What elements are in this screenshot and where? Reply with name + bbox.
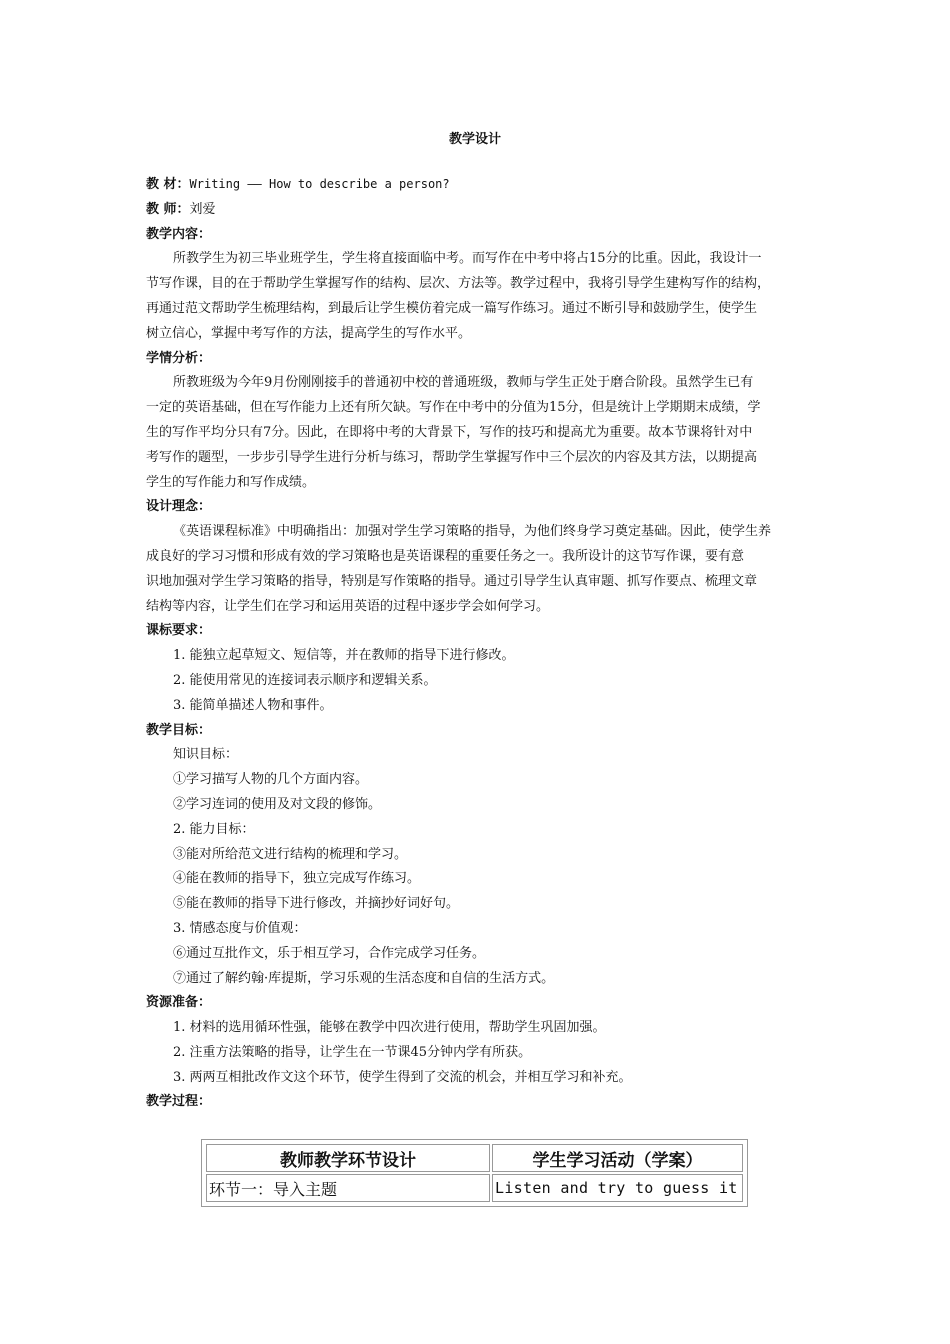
- table-header-cell: 教师教学环节设计: [206, 1144, 490, 1172]
- document-title: 教学设计: [448, 132, 501, 147]
- section-heading-process: 教学过程：: [146, 1094, 212, 1110]
- paragraph-line: 节写作课，目的在于帮助学生掌握写作的结构、层次、方法等。教学过程中，我将引导学生建构写作的结构，: [146, 276, 771, 292]
- list-item: ⑦通过了解约翰·库提斯，学习乐观的生活态度和自信的生活方式。: [173, 970, 555, 986]
- material-line: [146, 172, 808, 198]
- paragraph-line: 树立信心，掌握中考写作的方法，提高学生的写作水平。: [146, 325, 472, 341]
- section-heading-content: 教学内容：: [146, 226, 212, 242]
- paragraph-line: 学生的写作能力和写作成绩。: [146, 474, 316, 490]
- material-value: Writing —— How to describe a person?: [189, 177, 450, 191]
- section-heading-objectives: 教学目标：: [146, 722, 212, 738]
- table-header-cell: 学生学习活动（学案）: [492, 1144, 743, 1172]
- teacher-value: 刘爱: [189, 201, 216, 217]
- material-label: 教 材：: [146, 177, 190, 192]
- list-item: 2. 能使用常见的连接词表示顺序和逻辑关系。: [173, 672, 437, 688]
- list-item: 知识目标：: [173, 747, 239, 763]
- table-row: [206, 1174, 743, 1202]
- paragraph-line: 结构等内容，让学生们在学习和运用英语的过程中逐步学会如何学习。: [146, 598, 550, 614]
- list-item: 3. 能简单描述人物和事件。: [173, 697, 333, 713]
- teacher-line: [146, 198, 808, 223]
- list-item: ⑥通过互批作文，乐于相互学习，合作完成学习任务。: [173, 945, 486, 961]
- table-cell: Listen and try to guess it: [492, 1174, 743, 1202]
- section-heading-philosophy: 设计理念：: [146, 499, 212, 515]
- list-item: ④能在教师的指导下，独立完成写作练习。: [173, 871, 421, 887]
- paragraph-line: 再通过范文帮助学生梳理结构，到最后让学生模仿着完成一篇写作练习。通过不断引导和鼓励学生，使学生: [146, 300, 758, 316]
- paragraph-line: 所教学生为初三毕业班学生，学生将直接面临中考。而写作在中考中将占15分的比重。因此，我设计一: [173, 251, 762, 267]
- list-item: 1. 材料的选用循环性强，能够在教学中四次进行使用，帮助学生巩固加强。: [173, 1020, 606, 1036]
- section-heading-resources: 资源准备：: [146, 995, 212, 1011]
- list-item: 3. 情感态度与价值观：: [173, 920, 307, 936]
- list-item: ⑤能在教师的指导下进行修改，并摘抄好词好句。: [173, 896, 460, 912]
- process-table-grid: [204, 1142, 745, 1204]
- paragraph-line: 《英语课程标准》中明确指出：加强对学生学习策略的指导，为他们终身学习奠定基础。因此，使学生养: [173, 524, 772, 540]
- paragraph-line: 成良好的学习习惯和形成有效的学习策略也是英语课程的重要任务之一。我所设计的这节写作课，要有意: [146, 548, 745, 564]
- paragraph-line: 一定的英语基础，但在写作能力上还有所欠缺。写作在中考中的分值为15分，但是统计上学期期末成绩，学: [146, 400, 761, 416]
- list-item: 2. 注重方法策略的指导，让学生在一节课45分钟内学有所获。: [173, 1044, 532, 1060]
- paragraph-line: 考写作的题型，一步步引导学生进行分析与练习，帮助学生掌握写作中三个层次的内容及其方法，以期提高: [146, 449, 758, 465]
- section-heading-standards: 课标要求：: [146, 623, 212, 639]
- process-table: [201, 1139, 748, 1207]
- list-item: ①学习描写人物的几个方面内容。: [173, 772, 369, 788]
- list-item: 2. 能力目标：: [173, 821, 255, 837]
- document-body: [146, 172, 808, 1115]
- list-item: ③能对所给范文进行结构的梳理和学习。: [173, 846, 408, 862]
- table-cell: 环节一：导入主题: [206, 1174, 490, 1202]
- section-heading-analysis: 学情分析：: [146, 350, 212, 366]
- list-item: 1. 能独立起草短文、短信等，并在教师的指导下进行修改。: [173, 648, 515, 664]
- list-item: 3. 两两互相批改作文这个环节，使学生得到了交流的机会，并相互学习和补充。: [173, 1069, 632, 1085]
- list-item: ②学习连词的使用及对文段的修饰。: [173, 796, 382, 812]
- paragraph-line: 识地加强对学生学习策略的指导，特别是写作策略的指导。通过引导学生认真审题、抓写作要点、梳理文章: [146, 573, 758, 589]
- table-header-row: [206, 1144, 743, 1172]
- paragraph-line: 所教班级为今年9月份刚刚接手的普通初中校的普通班级，教师与学生正处于磨合阶段。虽然学生已有: [173, 375, 754, 391]
- teacher-label: 教 师：: [146, 201, 190, 217]
- paragraph-line: 生的写作平均分只有7分。因此，在即将中考的大背景下，写作的技巧和提高尤为重要。故本节课将针对中: [146, 424, 753, 440]
